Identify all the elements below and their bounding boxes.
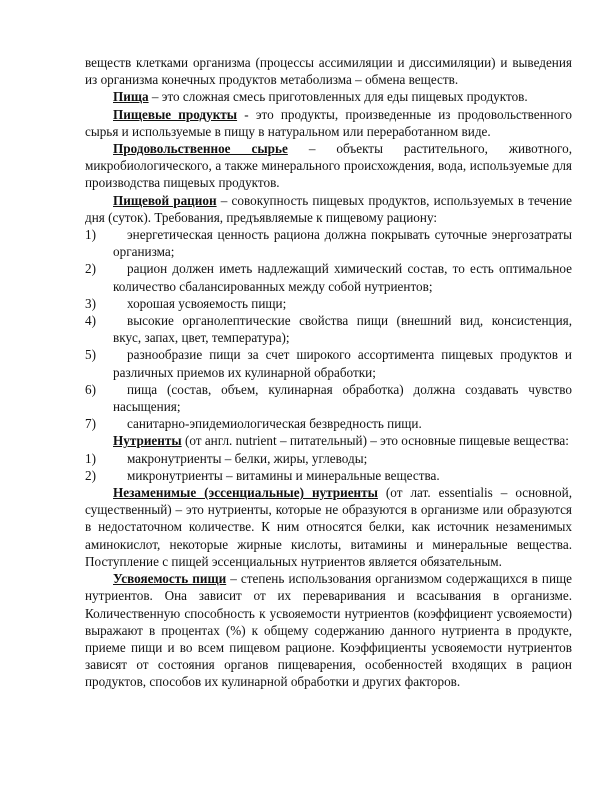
- definition-racion: – совокупность пищевых продуктов, используемых в течение дня (суток). Требования, предъявляемые к пищевому рациону:: [85, 192, 572, 225]
- list-item: [85, 450, 572, 467]
- list-number: 7): [85, 416, 96, 432]
- paragraph-nutrienty: [85, 432, 572, 449]
- list-item: [85, 312, 572, 346]
- paragraph-pishcha: [85, 88, 572, 105]
- definition-nezamenimye: (от лат. essentialis – основной, существенный) – это нутриенты, которые не образуются в организме или образуются в недостаточном количестве. К ним относятся белки, как источник незаменимых аминокислот, некоторые жирные кислоты, витамины и минеральные вещества. Поступление с пищей эссенциальных нутриентов является обязательным.: [85, 485, 572, 569]
- list-text: макронутриенты – белки, жиры, углеводы;: [127, 450, 368, 466]
- term-produkty: Пищевые продукты: [113, 106, 238, 122]
- list-item: [85, 346, 572, 380]
- term-racion: Пищевой рацион: [113, 192, 217, 208]
- list-item: [85, 415, 572, 432]
- list-text: разнообразие пищи за счет широкого ассортимента пищевых продуктов и различных приемов их кулинарной обработки;: [113, 347, 572, 380]
- list-number: 1): [85, 450, 96, 466]
- paragraph-syre: [85, 140, 572, 192]
- definition-usvoyaemost: – степень использования организмом содержащихся в пище нутриентов. Она зависит от их переваривания и всасывания в организме. Количественную способность к усвояемости нутриентов (коэффициент усвояемости) выражают в процентах (%) к общему содержанию данного нутриента в продукте, приеме пищи и во всем пищевом рационе. Коэффициенты усвояемости нутриентов зависят от состояния органов пищеварения, особенностей входящих в рацион продуктов, способов их кулинарной обработки и других факторов.: [85, 571, 573, 690]
- list-item: [85, 467, 572, 484]
- definition-nutrienty: (от англ. nutrient – питательный) – это основные пищевые вещества:: [181, 433, 569, 449]
- list-text: хорошая усвояемость пищи;: [127, 295, 287, 311]
- paragraph-nezamenimye: [85, 484, 572, 570]
- definition-produkty: - это продукты, произведенные из продовольственного сырья и используемые в пищу в натуральном или переработанном виде.: [85, 106, 572, 139]
- list-number: 3): [85, 295, 96, 311]
- paragraph-produkty: [85, 106, 572, 140]
- list-number: 1): [85, 227, 96, 243]
- list-text: санитарно-эпидемиологическая безвредность пищи.: [127, 416, 422, 432]
- list-number: 2): [85, 467, 96, 483]
- list-number: 5): [85, 347, 96, 363]
- paragraph-racion: [85, 192, 572, 226]
- list-text: микронутриенты – витамины и минеральные вещества.: [127, 467, 440, 483]
- list-text: пища (состав, объем, кулинарная обработка) должна создавать чувство насыщения;: [113, 381, 572, 415]
- list-number: 2): [85, 261, 96, 277]
- definition-pishcha: – это сложная смесь приготовленных для еды пищевых продуктов.: [148, 89, 528, 105]
- term-usvoyaemost: Усвояемость пищи: [113, 571, 227, 587]
- list-item: [85, 295, 572, 312]
- list-item: [85, 226, 572, 260]
- term-syre: Продовольственное сырье: [113, 141, 288, 157]
- term-nutrienty: Нутриенты: [113, 433, 182, 449]
- list-text: рацион должен иметь надлежащий химический состав, то есть оптимальное количество сбалансированных между собой нутриентов;: [113, 261, 572, 294]
- nutrienty-list: [85, 450, 572, 484]
- list-number: 6): [85, 381, 96, 397]
- paragraph-intro: веществ клетками организма (процессы ассимиляции и диссимиляции) и выведения из организма конечных продуктов метаболизма – обмена веществ.: [85, 55, 572, 88]
- list-text: энергетическая ценность рациона должна покрывать суточные энергозатраты организма;: [113, 227, 572, 260]
- document-page: [85, 54, 572, 691]
- term-nezamenimye: Незаменимые (эссенциальные) нутриенты: [113, 485, 378, 501]
- term-pishcha: Пища: [113, 89, 149, 105]
- list-item: [85, 260, 572, 294]
- racion-requirements-list: [85, 226, 572, 432]
- paragraph-usvoyaemost: [85, 570, 572, 690]
- list-number: 4): [85, 313, 96, 329]
- definition-syre: – объекты растительного, животного, микробиологического, а также минерального происхождения, вода, используемые для производства пищевых продуктов.: [85, 141, 572, 191]
- list-text: высокие органолептические свойства пищи (внешний вид, консистенция, вкус, запах, цвет, температура);: [113, 313, 572, 346]
- list-item: [85, 381, 572, 415]
